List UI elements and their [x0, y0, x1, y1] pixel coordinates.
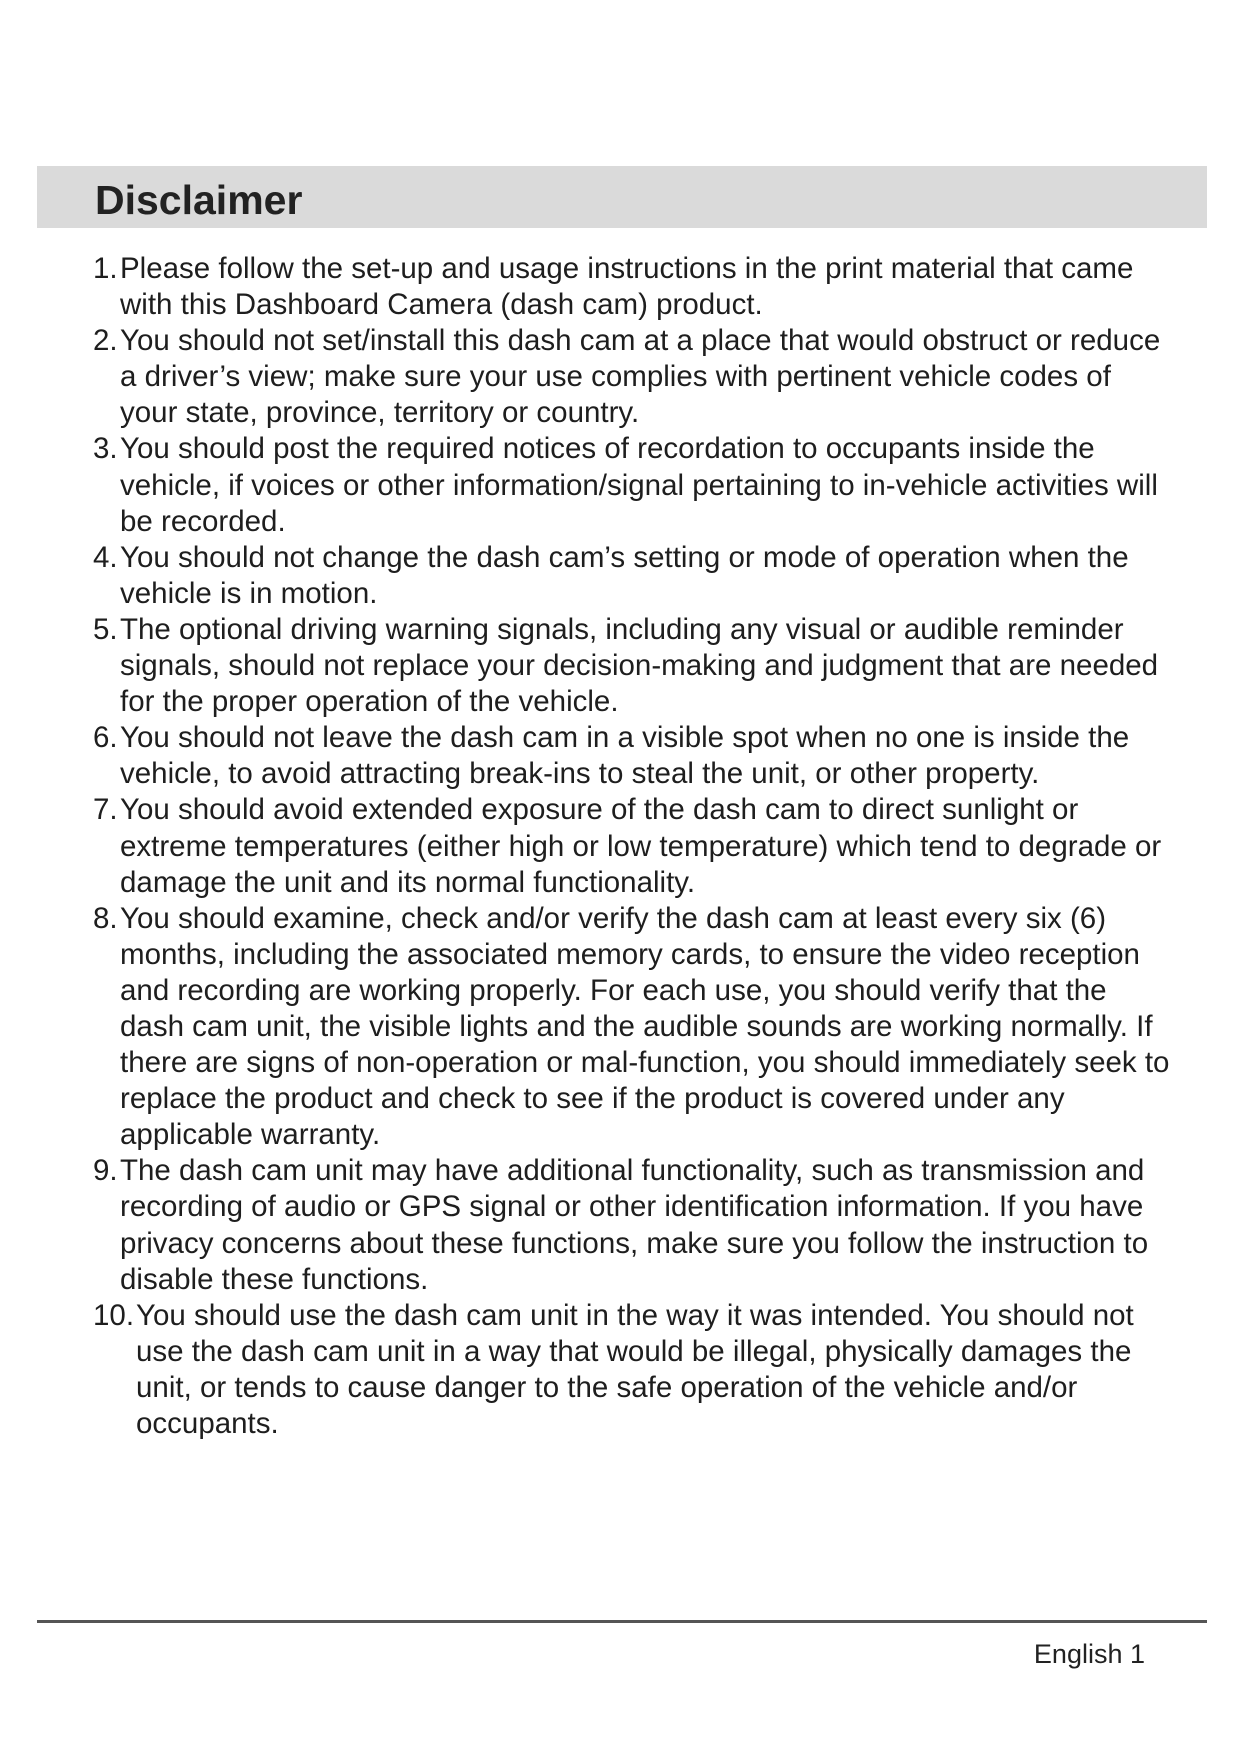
list-item [93, 431, 1173, 539]
item-text: The dash cam unit may have additional functionality, such as transmission and recording of audio or GPS signal or other identification information. If you have privacy concerns about these functions, make sure you follow the instruction to disable these functions. [120, 1154, 1149, 1296]
item-text: You should not leave the dash cam in a visible spot when no one is inside the vehicle, to avoid attracting break-ins to steal the unit, or other property. [120, 721, 1130, 791]
item-number: 9. [93, 1154, 118, 1188]
item-number: 2. [93, 324, 118, 358]
item-number: 7. [93, 793, 118, 827]
list-item [93, 1153, 1173, 1297]
disclaimer-list [93, 251, 1173, 1442]
item-number: 10. [93, 1298, 135, 1332]
footer-divider [37, 1620, 1207, 1623]
item-text: The optional driving warning signals, including any visual or audible reminder signals, should not replace your decision-making and judgment that are needed for the proper operation of the vehicle. [120, 612, 1159, 719]
list-item [93, 323, 1173, 431]
item-number: 5. [93, 612, 118, 646]
list-item [93, 1298, 1173, 1442]
page-title: Disclaimer [95, 177, 303, 223]
title-bar [37, 166, 1207, 228]
page-number: English 1 [1033, 1639, 1145, 1669]
item-text: You should not set/install this dash cam at a place that would obstruct or reduce a driver’s view; make sure your use complies with pertinent vehicle codes of your state, province, territory or country. [120, 324, 1161, 430]
list-item [93, 251, 1173, 323]
item-number: 3. [93, 432, 118, 466]
item-number: 4. [93, 540, 118, 574]
item-text: You should not change the dash cam’s setting or mode of operation when the vehicle is in motion. [120, 540, 1129, 610]
list-item [93, 792, 1173, 900]
item-text: You should post the required notices of recordation to occupants inside the vehicle, if voices or other information/signal pertaining to in-vehicle activities will be recorded. [120, 432, 1158, 538]
item-text: Please follow the set-up and usage instructions in the print material that came with this Dashboard Camera (dash cam) product. [120, 252, 1134, 322]
item-text: You should examine, check and/or verify the dash cam at least every six (6) months, including the associated memory cards, to ensure the video reception and recording are working properly. For each use, you should verify that the dash cam unit, the visible lights and the audible sounds are working normally. If there are signs of non-operation or mal-function, you should immediately seek to replace the product and check to see if the product is covered under any applicable warranty. [120, 901, 1170, 1152]
item-number: 1. [93, 252, 118, 285]
list-item [93, 901, 1173, 1154]
item-number: 6. [93, 721, 118, 755]
item-text: You should use the dash cam unit in the way it was intended. You should not use the dash cam unit in a way that would be illegal, physically damages the unit, or tends to cause danger to the safe operation of the vehicle and/or occupants. [136, 1298, 1134, 1440]
list-item [93, 720, 1173, 792]
list-item [93, 612, 1173, 720]
list-item [93, 540, 1173, 612]
item-text: You should avoid extended exposure of the dash cam to direct sunlight or extreme temperatures (either high or low temperature) which tend to degrade or damage the unit and its normal functionality. [120, 793, 1162, 899]
item-number: 8. [93, 901, 118, 935]
